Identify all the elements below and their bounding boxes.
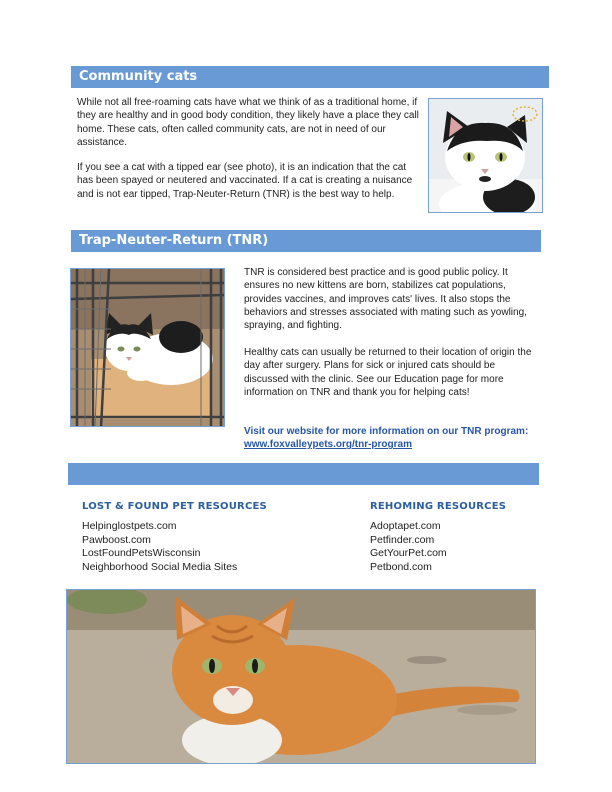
rehoming-item: Petfinder.com <box>370 533 435 546</box>
rehoming-resources-heading: REHOMING RESOURCES <box>370 501 507 512</box>
lost-found-item: Neighborhood Social Media Sites <box>82 560 238 573</box>
rehoming-item: GetYourPet.com <box>370 547 447 559</box>
tnr-visit-text <box>244 425 536 452</box>
tnr-paragraph-1: TNR is considered best practice and is good public policy. It ensures no new kittens are born, stabilizes cat populations, provides vaccines, and improves cats' lives. It also stops the behaviors and stresses associated with mating such as yowling, spraying, and fighting. <box>244 267 527 332</box>
tnr-visit-label: Visit our website for more information on our TNR program: <box>244 426 529 437</box>
trapped-cat-photo <box>70 268 225 427</box>
tnr-program-link[interactable]: www.foxvalleypets.org/tnr-program <box>244 439 412 451</box>
lost-found-resources-list <box>82 520 342 574</box>
resources-divider-band <box>68 463 539 485</box>
rehoming-resources-list <box>370 520 530 574</box>
community-cats-heading: Community cats <box>71 66 549 88</box>
community-cats-paragraph-1: While not all free-roaming cats have what we think of as a traditional home, if they are healthy and in good body condition, they likely have a place they call home. These cats, often called community cats, are not in need of our assistance. <box>77 97 419 148</box>
ear-tipped-cat-photo <box>428 98 543 213</box>
lost-found-item: LostFoundPetsWisconsin <box>82 547 201 559</box>
orange-cat-photo <box>66 589 536 764</box>
lost-found-resources-heading: LOST & FOUND PET RESOURCES <box>82 501 267 512</box>
lost-found-item: Pawboost.com <box>82 533 151 546</box>
lost-found-item: Helpinglostpets.com <box>82 520 177 532</box>
tnr-heading: Trap-Neuter-Return (TNR) <box>71 230 541 252</box>
community-cats-paragraph-2: If you see a cat with a tipped ear (see photo), it is an indication that the cat has been spayed or neutered and vaccinated. If a cat is creating a nuisance and is not ear tipped, Trap-Neuter-Return (TNR) is the best way to help. <box>77 162 413 200</box>
tnr-paragraph-2: Healthy cats can usually be returned to their location of origin the day after surgery. Plans for sick or injured cats should be discussed with the clinic. See our Education page for more information on TNR and thank you for helping cats! <box>244 347 532 398</box>
rehoming-item: Adoptapet.com <box>370 520 441 532</box>
rehoming-item: Petbond.com <box>370 560 432 573</box>
